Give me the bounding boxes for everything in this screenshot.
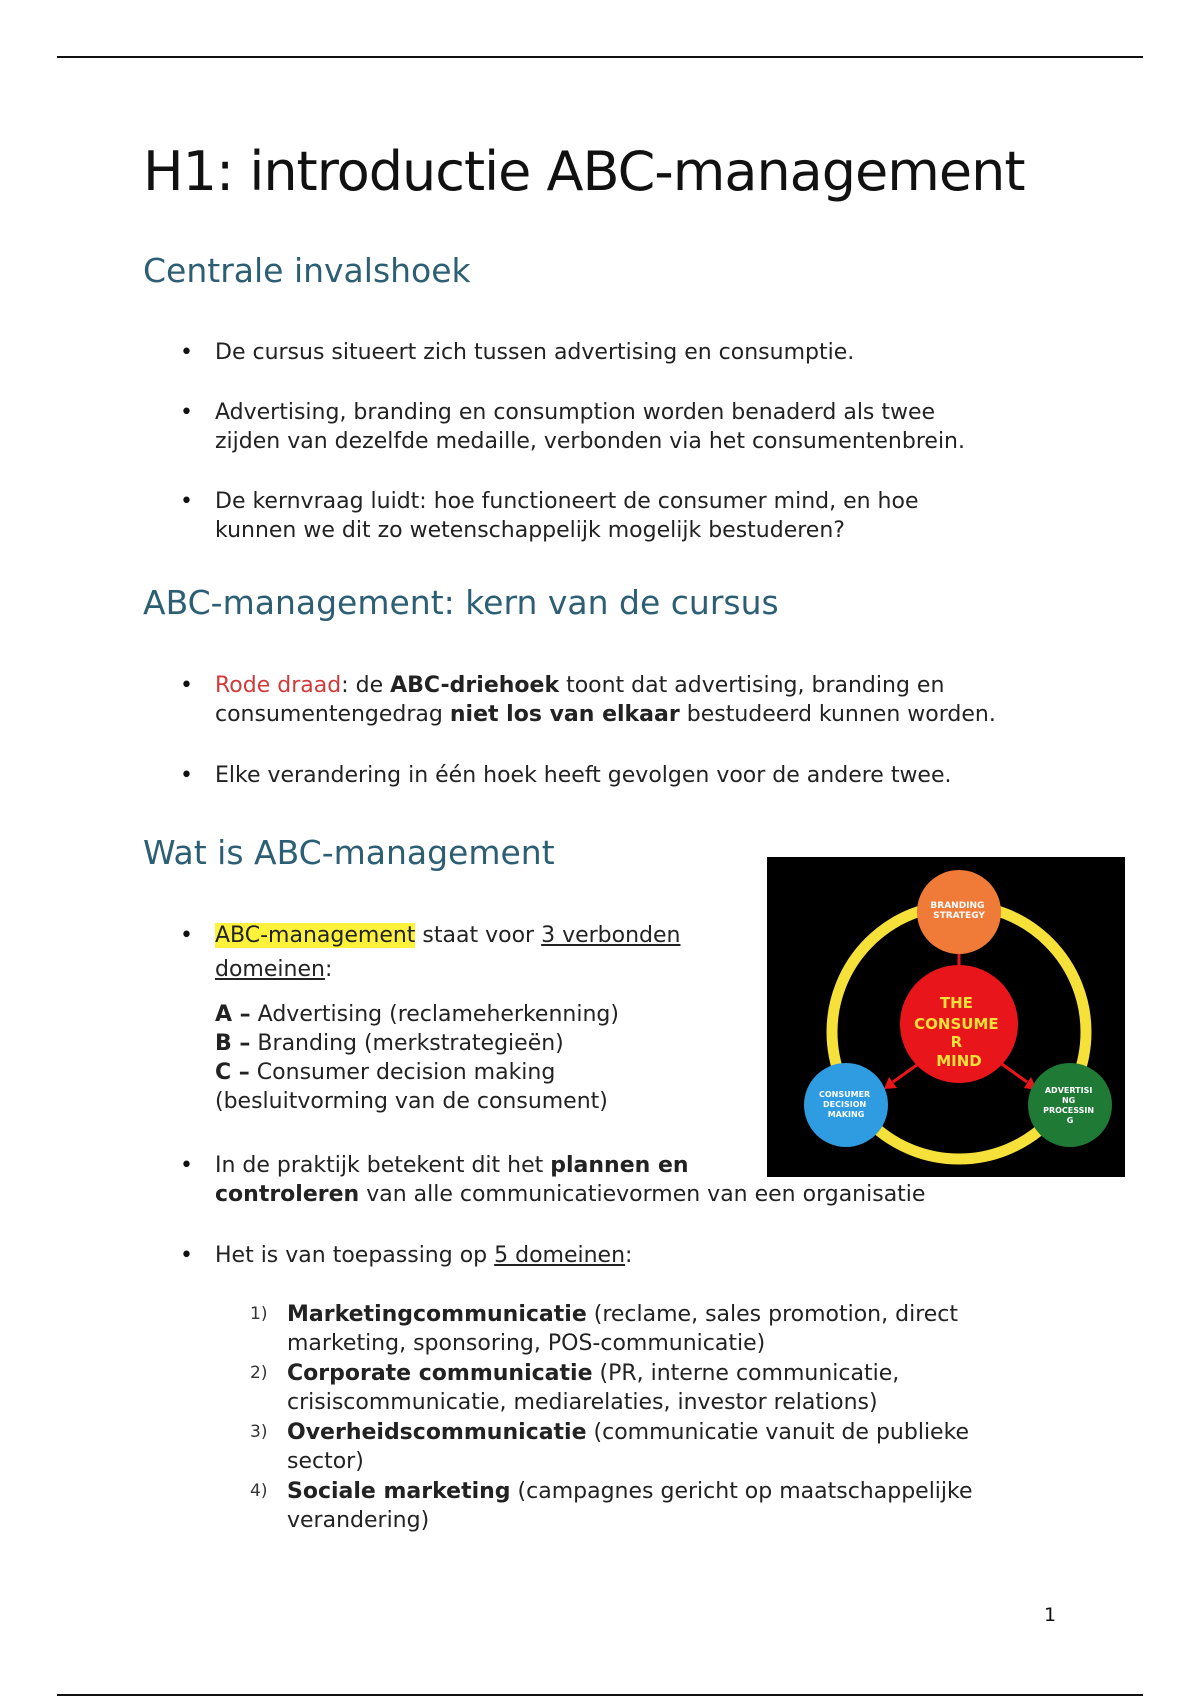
abc-diagram [767, 857, 1125, 1177]
top-rule [57, 56, 1143, 58]
list-item: • De cursus situeert zich tussen advertising en consumptie. [215, 338, 854, 367]
list-item: • Elke verandering in één hoek heeft gevolgen voor de andere twee. [215, 761, 952, 790]
heading-abc-kern: ABC-management: kern van de cursus [143, 583, 779, 622]
list-item: • De kernvraag luidt: hoe functioneert de consumer mind, en hoe kunnen we dit zo wetenschappelijk mogelijk bestuderen? [215, 487, 919, 545]
arrow-right [999, 1062, 1027, 1082]
list-item: 1) Marketingcommunicatie (reclame, sales promotion, direct marketing, sponsoring, POS-communicatie) [250, 1302, 959, 1356]
label-consumer-decision-making: CONSUMER DECISION MAKING [818, 1090, 871, 1119]
abc-line: (besluitvorming van de consument) [215, 1089, 608, 1114]
rode-draad-label: Rode draad [215, 673, 342, 698]
list-item: • In de praktijk betekent dit het plannen en controleren van alle communicatievormen van een organisatie [215, 1151, 925, 1209]
highlighted-term: ABC-management [215, 923, 416, 948]
bottom-rule [57, 1694, 1143, 1696]
abc-line: B – Branding (merkstrategieën) [215, 1031, 564, 1056]
list-item: 2) Corporate communicatie (PR, interne communicatie, crisiscommunicatie, mediarelaties, investor relations) [250, 1361, 900, 1415]
abc-line: A – Advertising (reclameherkenning) [215, 1002, 619, 1027]
page-title: H1: introductie ABC-management [143, 140, 1025, 203]
abc-domain-list [215, 1000, 619, 1116]
list-item: • ABC-management staat voor 3 verbonden domeinen: [215, 919, 680, 987]
label-branding-strategy: BRANDING STRATEGY [930, 901, 985, 921]
list-item: • Advertising, branding en consumption worden benaderd als twee zijden van dezelfde medaille, verbonden via het consumentenbrein. [215, 398, 965, 456]
heading-wat-is-abc: Wat is ABC-management [143, 833, 555, 872]
node-advertising-processing [1028, 1063, 1112, 1147]
abc-diagram-svg [767, 857, 1125, 1177]
list-item: 4) Sociale marketing (campagnes gericht op maatschappelijke verandering) [250, 1479, 973, 1533]
list-item: • Het is van toepassing op 5 domeinen: [215, 1241, 632, 1270]
list-item: • Rode draad: de ABC-driehoek toont dat advertising, branding en consumentengedrag niet los van elkaar bestudeerd kunnen worden. [215, 671, 996, 729]
abc-line: C – Consumer decision making [215, 1060, 556, 1085]
page-number: 1 [1044, 1604, 1057, 1626]
label-consumer-mind: THE CONSUME R MIND [914, 994, 999, 1070]
heading-centrale-invalshoek: Centrale invalshoek [143, 251, 471, 290]
label-advertising-processing: ADVERTISI NG PROCESSIN G [1043, 1086, 1095, 1125]
list-item: 3) Overheidscommunicatie (communicatie vanuit de publieke sector) [250, 1420, 970, 1474]
